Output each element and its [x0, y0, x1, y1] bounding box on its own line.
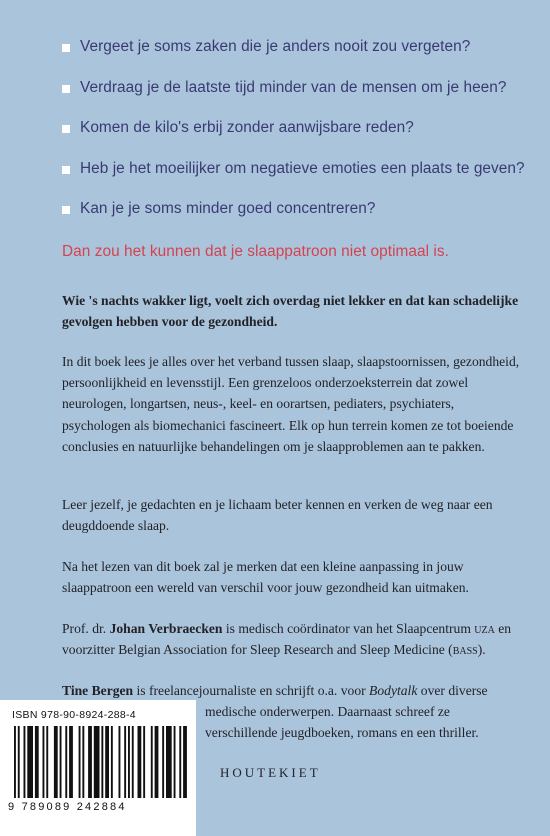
- tagline: Dan zou het kunnen dat je slaappatroon niet optimaal is.: [62, 243, 449, 260]
- author-name: Johan Verbraecken: [109, 621, 223, 636]
- author-bio-bergen-continued: [205, 701, 535, 743]
- barcode-bar: [60, 726, 62, 798]
- author-bio-verbraecken: [62, 618, 524, 660]
- question-item: [62, 200, 532, 241]
- barcode-bar: [124, 726, 126, 798]
- question-item: [62, 119, 532, 160]
- magazine-title: Bodytalk: [369, 683, 418, 698]
- question-text: Heb je het moeilijker om negatieve emoties een plaats te geven?: [80, 159, 525, 177]
- lead-paragraph: Wie 's nachts wakker ligt, voelt zich overdag niet lekker en dat kan schadelijke gevolgen hebben voor de gezondheid.: [62, 293, 519, 330]
- bio-text: is freelancejournaliste en schrijft o.a. voor: [133, 683, 370, 698]
- barcode-bar: [27, 726, 33, 798]
- question-item: [62, 38, 532, 79]
- author-bio-bergen: [62, 680, 524, 701]
- question-item: [62, 79, 532, 120]
- description-paragraph-2: Leer jezelf, je gedachten en je lichaam beter kennen en verken de weg naar een deugddoende slaap.: [62, 497, 493, 534]
- question-text: Verdraag je de laatste tijd minder van de mensen om je heen?: [80, 78, 507, 96]
- barcode-bar: [143, 726, 145, 798]
- barcode-bar: [183, 726, 187, 798]
- barcode-bar: [179, 726, 181, 798]
- bio-text: over diverse: [417, 683, 488, 698]
- bio-text: ).: [477, 642, 486, 658]
- barcode-bar: [119, 726, 121, 798]
- barcode-bar: [35, 726, 39, 798]
- barcode-bar: [162, 726, 164, 798]
- barcode-bar: [132, 726, 134, 798]
- barcode-bar: [94, 726, 100, 798]
- barcode-bar: [138, 726, 142, 798]
- barcode-bar: [88, 726, 92, 798]
- barcode-bar: [18, 726, 20, 798]
- barcode-bar: [24, 726, 26, 798]
- description-paragraph-3: Na het lezen van dit boek zal je merken dat een kleine aanpassing in jouw slaappatroon een wereld van verschil voor jouw gezondheid kan uitmaken.: [62, 559, 469, 596]
- isbn-label: ISBN 978-90-8924-288-4: [12, 709, 136, 721]
- square-bullet-icon: [62, 166, 70, 174]
- question-list: [62, 38, 532, 241]
- bio-line: medische onderwerpen. Daarnaast schreef ze: [205, 704, 450, 719]
- barcode-bar: [46, 726, 48, 798]
- org-abbrev: bass: [452, 642, 478, 658]
- square-bullet-icon: [62, 85, 70, 93]
- bio-text: is medisch coördinator van het Slaapcentrum: [222, 621, 475, 636]
- barcode-bar: [82, 726, 84, 798]
- barcode-bar: [43, 726, 45, 798]
- question-item: [62, 160, 532, 201]
- barcode-bar: [166, 726, 172, 798]
- barcode-bar: [111, 726, 113, 798]
- barcode-bar: [101, 726, 103, 798]
- question-text: Vergeet je soms zaken die je anders nooit zou vergeten?: [80, 38, 471, 55]
- square-bullet-icon: [62, 125, 70, 133]
- question-text: Komen de kilo's erbij zonder aanwijsbare reden?: [80, 119, 414, 136]
- barcode-image: [8, 726, 188, 802]
- square-bullet-icon: [62, 206, 70, 214]
- org-abbrev: uza: [474, 621, 495, 636]
- barcode-bar: [155, 726, 159, 798]
- barcode-bar: [128, 726, 130, 798]
- bio-text: en voorzitter Belgian Association for Sleep Research and Sleep Medicine (: [62, 621, 512, 658]
- author-name: Tine Bergen: [62, 683, 134, 698]
- barcode-bar: [69, 726, 73, 798]
- barcode-bar: [174, 726, 176, 798]
- barcode-bar: [151, 726, 153, 798]
- barcode-bar: [65, 726, 67, 798]
- bio-line: verschillende jeugdboeken, romans en een thriller.: [205, 725, 479, 741]
- square-bullet-icon: [62, 44, 70, 52]
- barcode-bar: [14, 726, 16, 798]
- barcode-bar: [105, 726, 109, 798]
- barcode-bar: [79, 726, 81, 798]
- barcode-bar: [54, 726, 58, 798]
- author-title: Prof. dr.: [62, 621, 110, 636]
- description-paragraph: In dit boek lees je alles over het verband tussen slaap, slaapstoornissen, gezondheid, persoonlijkheid en levensstijl. Een grenzeloos onderzoeksterrein dat zowel neurologen, longartsen, neus-, keel- en oorartsen, pediaters, psychiaters, psychologen als biomechanici fascineert. Elk op hun terrein komen ze tot boeiende conclusies en natuurlijke behandelingen om je slaapproblemen aan te pakken.: [62, 354, 520, 454]
- barcode-number: 9 789089 242884: [8, 801, 127, 813]
- question-text: Kan je je soms minder goed concentreren?: [80, 200, 376, 217]
- publisher-logo: HOUTEKIET: [220, 765, 321, 780]
